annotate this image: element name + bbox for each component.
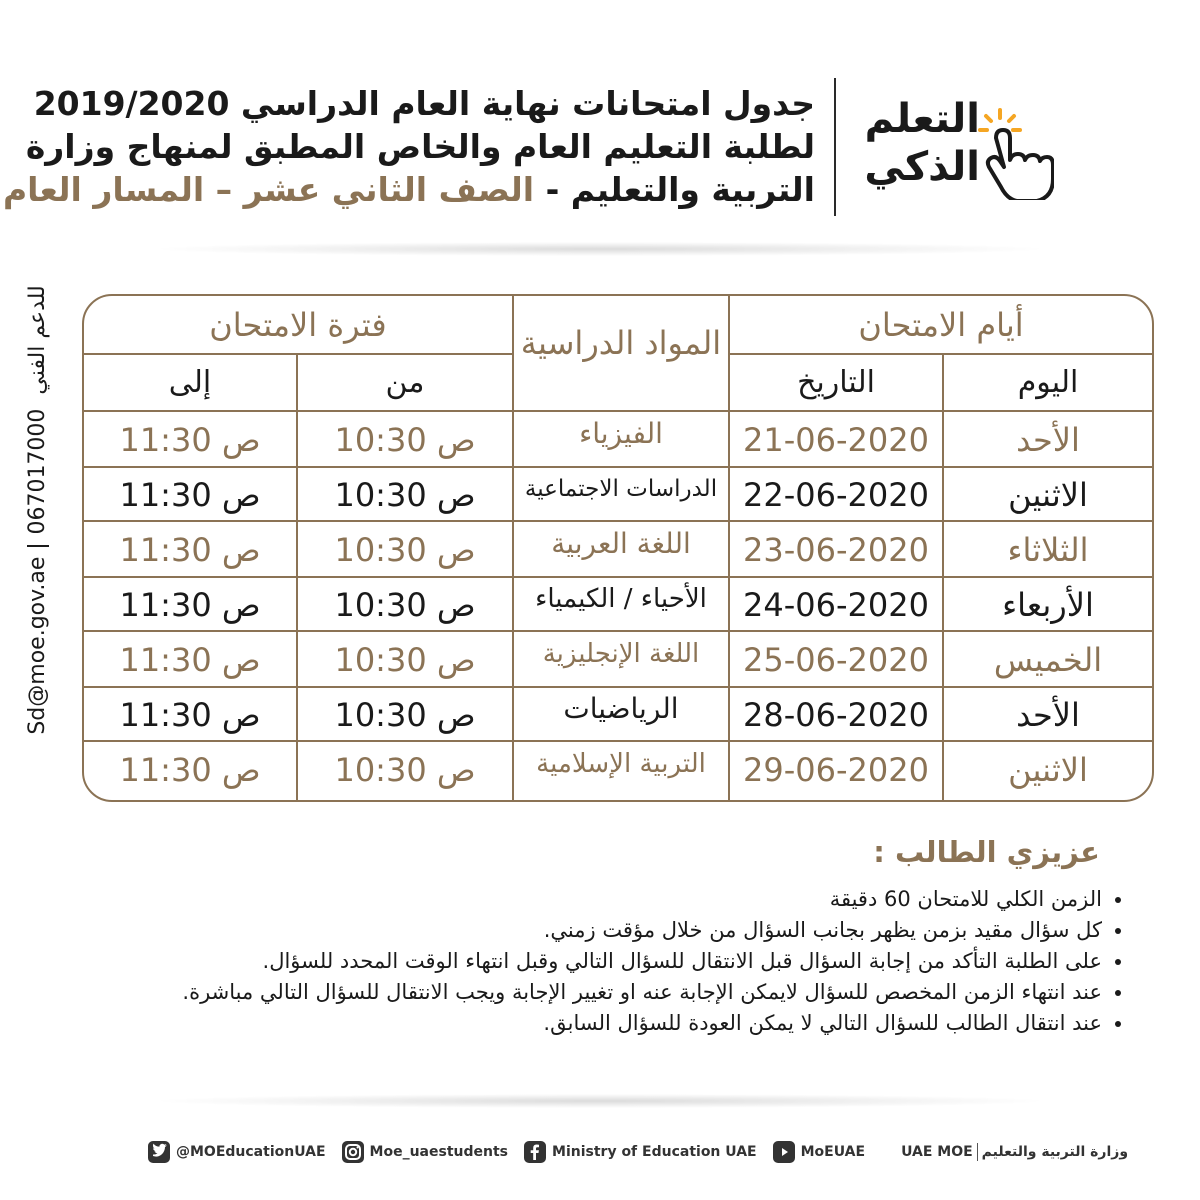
cell-subject: الأحياء / الكيمياء bbox=[535, 583, 707, 614]
header-from: من bbox=[385, 364, 425, 400]
table-row bbox=[84, 742, 1152, 797]
technical-support-contact bbox=[18, 280, 58, 740]
cell-to: 11:30 ص bbox=[119, 530, 261, 569]
cell-date: 25-06-2020 bbox=[743, 640, 929, 679]
logo-text-line-1: التعلم bbox=[864, 96, 980, 142]
header-shadow bbox=[160, 242, 1040, 256]
cell-subject: التربية الإسلامية bbox=[536, 748, 706, 779]
footer-organization bbox=[901, 1143, 1128, 1161]
pointing-hand-icon bbox=[976, 104, 1054, 200]
header bbox=[0, 70, 1200, 230]
header-to: إلى bbox=[168, 364, 212, 400]
page-title bbox=[3, 82, 815, 211]
cell-from: 10:30 ص bbox=[334, 585, 476, 624]
header-date: التاريخ bbox=[797, 364, 875, 400]
list-item: • عند انتقال الطالب للسؤال التالي لا يمكن العودة للسؤال السابق. bbox=[130, 1008, 1102, 1039]
cell-day: الأحد bbox=[1016, 420, 1080, 459]
student-notes bbox=[130, 832, 1130, 1039]
cell-to: 11:30 ص bbox=[119, 585, 261, 624]
title-line-3-accent: الصف الثاني عشر – المسار العام bbox=[2, 170, 535, 209]
table-row bbox=[84, 467, 1152, 522]
table-row bbox=[84, 687, 1152, 742]
cell-to: 11:30 ص bbox=[119, 475, 261, 514]
table-row bbox=[84, 522, 1152, 577]
social-footer bbox=[148, 1138, 1144, 1166]
list-item: • عند انتهاء الزمن المخصص للسؤال لايمكن الإجابة عنه او تغيير الإجابة ويجب الانتقال للسؤال التالي مباشرة. bbox=[130, 977, 1102, 1008]
title-line-3-prefix: التربية والتعليم - bbox=[534, 170, 815, 209]
org-name-ar: وزارة التربية والتعليم bbox=[981, 1144, 1129, 1160]
notes-list bbox=[130, 884, 1130, 1039]
cell-subject: اللغة الإنجليزية bbox=[542, 638, 700, 669]
cell-date: 21-06-2020 bbox=[743, 420, 929, 459]
cell-from: 10:30 ص bbox=[334, 420, 476, 459]
logo-text-line-2: الذكي bbox=[864, 144, 980, 190]
title-line-3 bbox=[3, 168, 815, 211]
cell-date: 24-06-2020 bbox=[743, 585, 929, 624]
notes-title: عزيزي الطالب : bbox=[873, 835, 1100, 869]
cell-day: الثلاثاء bbox=[1007, 530, 1089, 569]
cell-from: 10:30 ص bbox=[334, 640, 476, 679]
cell-subject: الفيزياء bbox=[579, 417, 663, 450]
cell-date: 22-06-2020 bbox=[743, 475, 929, 514]
cell-date: 23-06-2020 bbox=[743, 530, 929, 569]
support-email: Sd@moe.gov.ae bbox=[25, 556, 50, 735]
cell-date: 28-06-2020 bbox=[743, 695, 929, 734]
facebook-icon bbox=[524, 1141, 546, 1163]
title-line-2: لطلبة التعليم العام والخاص المطبق لمنهاج وزارة bbox=[25, 127, 815, 166]
cell-to: 11:30 ص bbox=[119, 420, 261, 459]
instagram-icon bbox=[342, 1141, 364, 1163]
table-row bbox=[84, 412, 1152, 467]
cell-from: 10:30 ص bbox=[334, 475, 476, 514]
cell-day: الخميس bbox=[993, 640, 1103, 679]
cell-day: الأربعاء bbox=[1002, 585, 1094, 624]
cell-from: 10:30 ص bbox=[334, 750, 476, 789]
org-divider bbox=[977, 1143, 978, 1161]
cell-from: 10:30 ص bbox=[334, 530, 476, 569]
facebook-page: Ministry of Education UAE bbox=[552, 1144, 757, 1160]
cell-subject: الدراسات الاجتماعية bbox=[524, 475, 718, 502]
cell-date: 29-06-2020 bbox=[743, 750, 929, 789]
side-separator bbox=[27, 545, 49, 547]
list-item: • على الطلبة التأكد من إجابة السؤال قبل الانتقال للسؤال التالي وقبل انتهاء الوقت المحدد للسؤال. bbox=[130, 946, 1102, 977]
cell-day: الاثنين bbox=[1008, 475, 1088, 514]
header-day: اليوم bbox=[1017, 364, 1079, 400]
header-exam-days: أيام الامتحان bbox=[858, 306, 1024, 344]
footer-youtube[interactable] bbox=[773, 1141, 865, 1163]
table-row bbox=[84, 632, 1152, 687]
support-phone: 067017000 bbox=[25, 408, 50, 535]
footer-twitter[interactable] bbox=[148, 1141, 326, 1163]
cell-to: 11:30 ص bbox=[119, 750, 261, 789]
cell-day: الاثنين bbox=[1008, 750, 1088, 789]
cell-from: 10:30 ص bbox=[334, 695, 476, 734]
footer-shadow bbox=[160, 1094, 1040, 1108]
footer-instagram[interactable] bbox=[342, 1141, 508, 1163]
cell-subject: الرياضيات bbox=[563, 692, 679, 725]
org-name-en: UAE MOE bbox=[901, 1144, 973, 1160]
twitter-handle: @MOEducationUAE bbox=[176, 1144, 326, 1160]
instagram-handle: Moe_uaestudents bbox=[369, 1144, 509, 1160]
list-item: • الزمن الكلي للامتحان 60 دقيقة bbox=[130, 884, 1102, 915]
footer-facebook[interactable] bbox=[524, 1141, 757, 1163]
header-subjects: المواد الدراسية bbox=[520, 324, 722, 362]
cell-subject: اللغة العربية bbox=[551, 527, 691, 560]
exam-schedule-table bbox=[82, 294, 1154, 802]
cell-to: 11:30 ص bbox=[119, 695, 261, 734]
cell-day: الأحد bbox=[1016, 695, 1080, 734]
youtube-channel: MoEUAE bbox=[800, 1144, 866, 1160]
youtube-icon bbox=[773, 1141, 795, 1163]
header-exam-period: فترة الامتحان bbox=[209, 306, 387, 344]
table-row bbox=[84, 577, 1152, 632]
list-item: • كل سؤال مقيد بزمن يظهر بجانب السؤال من خلال مؤقت زمني. bbox=[130, 915, 1102, 946]
title-line-1: جدول امتحانات نهاية العام الدراسي 2019/2020 bbox=[33, 84, 815, 123]
cell-to: 11:30 ص bbox=[119, 640, 261, 679]
support-label: للدعم الفني bbox=[25, 285, 50, 395]
twitter-icon bbox=[148, 1141, 170, 1163]
header-divider bbox=[834, 78, 836, 216]
smart-learning-logo bbox=[850, 86, 1060, 206]
